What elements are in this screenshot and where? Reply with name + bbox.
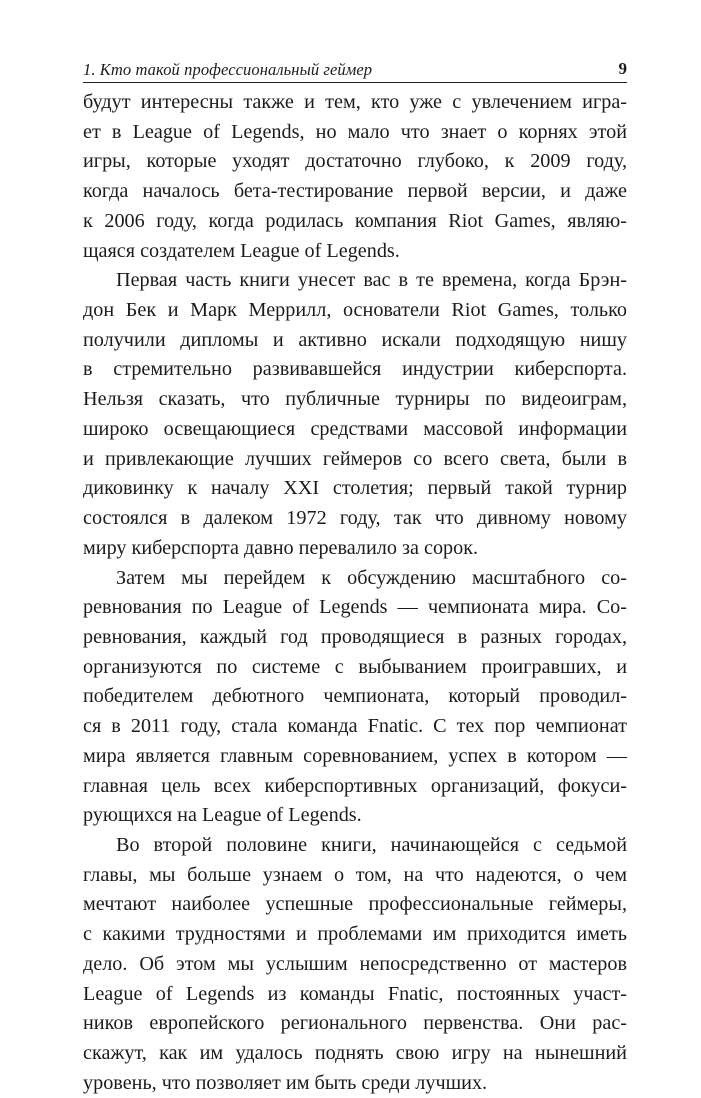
text-line: состоялся в далеком 1972 году, так что дивному новому bbox=[83, 507, 627, 530]
text-line: Затем мы перейдем к обсуждению масштабного со- bbox=[116, 566, 627, 589]
text-line: когда началось бета-тестирование первой версии, и даже bbox=[83, 180, 627, 203]
text-line: скажут, как им удалось поднять свою игру на нынешний bbox=[83, 1042, 627, 1064]
text-line: ет в League of Legends, но мало что знает о корнях этой bbox=[83, 120, 627, 143]
page-number: 9 bbox=[618, 59, 627, 78]
text-line: рующихся на League of Legends. bbox=[83, 804, 362, 827]
paragraph-1 bbox=[83, 88, 627, 266]
text-line: ся в 2011 году, стала команда Fnatic. С тех пор чемпионат bbox=[83, 715, 627, 738]
text-line: щаяся создателем League of Legends. bbox=[83, 239, 400, 262]
text-line: League of Legends из команды Fnatic, постоянных участ- bbox=[83, 982, 627, 1005]
text-line: главы, мы больше узнаем о том, на что надеются, о чем bbox=[83, 863, 627, 886]
text-line: получили дипломы и активно искали подходящую нишу bbox=[83, 328, 627, 351]
text-line: Нельзя сказать, что публичные турниры по видеоиграм, bbox=[83, 388, 627, 411]
text-line: главная цель всех киберспортивных организаций, фокуси- bbox=[83, 774, 627, 797]
text-line: ревнования по League of Legends — чемпионата мира. Со- bbox=[83, 596, 627, 619]
text-line: будут интересны также и тем, кто уже с увлечением игра- bbox=[83, 91, 627, 113]
text-line: Во второй половине книги, начинающейся с седьмой bbox=[116, 833, 627, 856]
text-line: победителем дебютного чемпионата, который проводил- bbox=[83, 685, 627, 708]
paragraph-3 bbox=[83, 564, 627, 831]
text-line: ревнования, каждый год проводящиеся в разных городах, bbox=[83, 625, 627, 648]
text-line: мира является главным соревнованием, успех в котором — bbox=[83, 744, 627, 767]
text-line: к 2006 году, когда родилась компания Riot Games, являю- bbox=[83, 209, 627, 232]
text-line: диковинку к началу XXI столетия; первый такой турнир bbox=[83, 477, 627, 500]
paragraph-4 bbox=[83, 831, 627, 1098]
text-line: миру киберспорта давно перевалило за сорок. bbox=[83, 536, 479, 559]
chapter-title: 1. Кто такой профессиональный геймер bbox=[83, 60, 373, 79]
book-page bbox=[83, 0, 627, 1094]
text-line: организуются по системе с выбыванием проигравших, и bbox=[83, 655, 627, 678]
text-line: широко освещающиеся средствами массовой информации bbox=[83, 417, 627, 440]
body-text bbox=[83, 88, 627, 1098]
text-line: в стремительно развивавшейся индустрии киберспорта. bbox=[83, 358, 627, 381]
text-line: дон Бек и Марк Меррилл, основатели Riot Games, только bbox=[83, 299, 627, 322]
text-line: дело. Об этом мы услышим непосредственно от мастеров bbox=[83, 952, 627, 975]
text-line: игры, которые уходят достаточно глубоко, к 2009 году, bbox=[83, 150, 627, 173]
text-line: уровень, что позволяет им быть среди лучших. bbox=[83, 1071, 488, 1094]
paragraph-2 bbox=[83, 266, 627, 563]
running-head bbox=[83, 58, 627, 83]
text-line: Первая часть книги унесет вас в те времена, когда Брэн- bbox=[116, 269, 627, 292]
text-line: мечтают наиболее успешные профессиональные геймеры, bbox=[83, 893, 627, 916]
text-line: ников европейского регионального первенства. Они рас- bbox=[83, 1012, 627, 1035]
text-line: и привлекающие лучших геймеров со всего света, были в bbox=[83, 447, 627, 470]
text-line: с какими трудностями и проблемами им приходится иметь bbox=[83, 923, 627, 946]
